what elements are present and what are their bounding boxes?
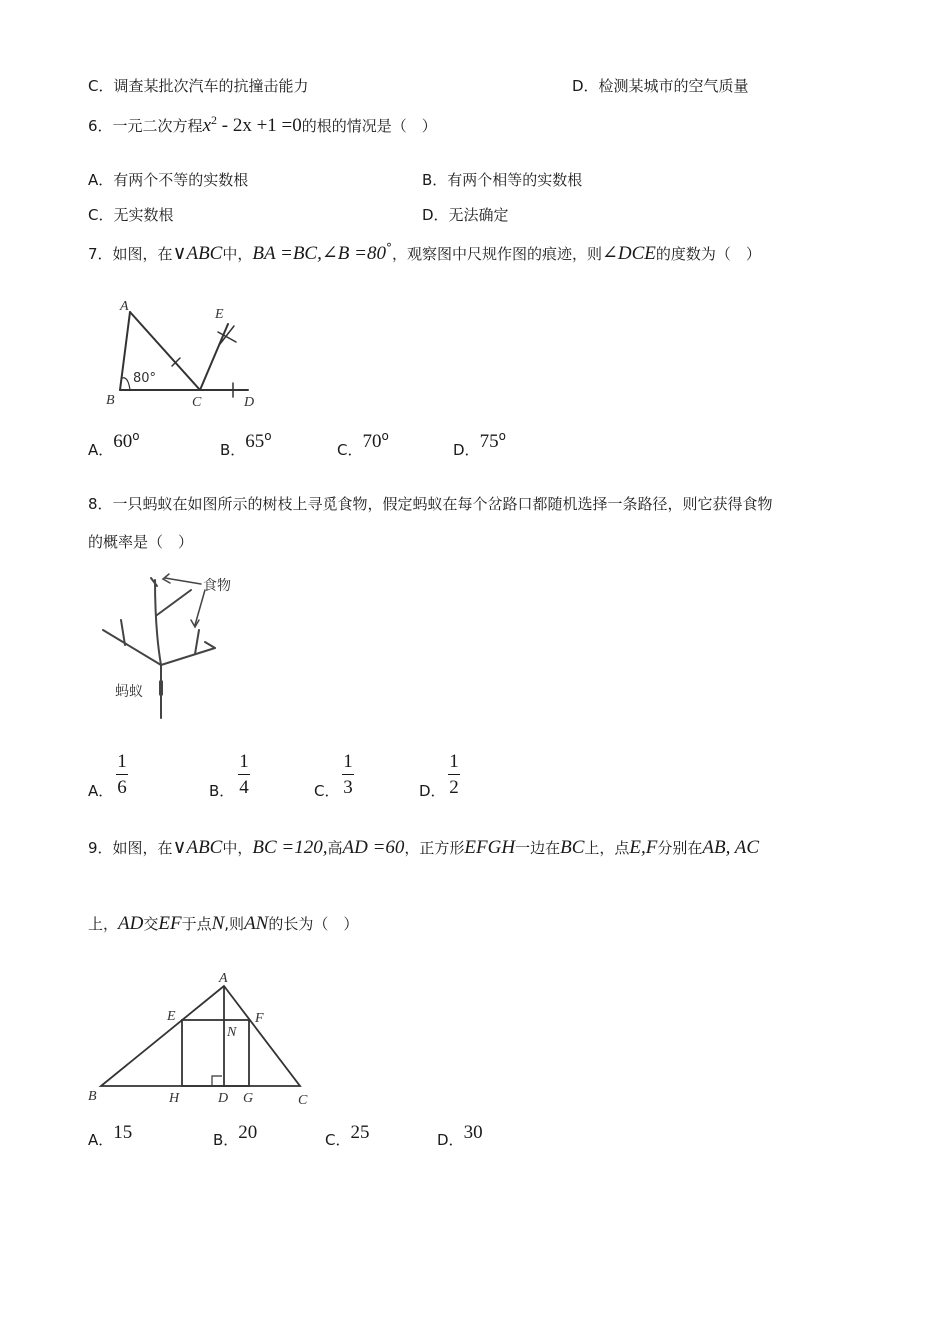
q8-branch-right	[161, 648, 215, 665]
q8-food-arrow-2	[195, 590, 205, 625]
q7-condition: BA =BC,∠B =80	[252, 243, 386, 264]
q9-option-c-label: C．	[325, 1131, 351, 1149]
q8-branch-top-tip	[151, 578, 157, 586]
q6-eq-rest: - 2x +1 =0	[217, 115, 302, 136]
q9-an: AN	[244, 913, 269, 934]
q7-option-d-value: 75	[479, 431, 499, 452]
q9-pre: 如图，在	[112, 839, 173, 857]
q9-triangle-abc	[101, 986, 300, 1086]
q9-ab-ac: AB, AC	[702, 837, 760, 858]
q7-degree: °	[385, 241, 392, 255]
q8-option-a-label: A．	[88, 782, 114, 800]
q8-option-a-bar	[116, 774, 128, 775]
q8-option-d-fraction	[448, 752, 460, 797]
q7-pre: 如图，在	[112, 245, 173, 263]
q9-label-e: E	[167, 1009, 176, 1024]
q9-condition-bc: BC =120,	[252, 837, 328, 858]
q6-stem	[88, 113, 437, 136]
q8-option-d-bar	[448, 774, 460, 775]
q9-triangle: ∨ABC	[172, 837, 223, 858]
q9-option-d	[437, 1122, 483, 1149]
q7-post: ，观察图中尺规作图的痕迹，则	[391, 245, 602, 263]
q7-label-c: C	[192, 395, 202, 410]
q7-number: 7．	[88, 245, 113, 263]
q7-label-e: E	[215, 307, 224, 322]
q9-option-b-label: B．	[213, 1131, 239, 1149]
q9-stem-line1	[88, 838, 759, 857]
q7-mid: 中，	[222, 245, 253, 263]
q9-ad: AD	[118, 913, 144, 934]
q7-triangle: ∨ABC	[172, 243, 223, 264]
q8-stem-line2: 的概率是（ ）	[88, 533, 194, 551]
q7-option-a-value: 60	[113, 431, 133, 452]
q8-branch-main	[155, 580, 161, 665]
q9-label-b: B	[88, 1089, 97, 1104]
q9-label-f: F	[255, 1011, 264, 1026]
q7-option-b	[220, 429, 272, 459]
q7-option-c-label: C．	[337, 441, 363, 459]
q8-option-c-fraction	[342, 752, 354, 797]
q7-option-b-label: B．	[220, 441, 246, 459]
q9-number: 9．	[88, 839, 113, 857]
q9-label-a: A	[219, 971, 228, 986]
q9-label-c: C	[298, 1093, 308, 1108]
q8-option-d-numerator: 1	[449, 751, 459, 772]
q9-option-c-value: 25	[350, 1122, 370, 1143]
q9-respectively: 分别在	[657, 839, 703, 857]
q9-at-point: 于点	[181, 915, 212, 933]
q9-square: EFGH	[464, 837, 516, 858]
q8-option-d-label: D．	[419, 782, 446, 800]
q7-stem	[88, 241, 761, 264]
q7-option-c-deg: o	[381, 429, 389, 443]
q9-condition-ad: AD =60	[342, 837, 405, 858]
q8-food-label: 食物	[203, 578, 231, 594]
q8-option-b-denominator: 4	[239, 777, 249, 798]
q9-option-c	[325, 1122, 370, 1149]
q7-option-d-deg: o	[498, 429, 506, 443]
q9-intersect: 交	[143, 915, 159, 933]
q6-stem-post: 的根的情况是（ ）	[301, 117, 437, 135]
q7-label-a: A	[120, 299, 129, 314]
q7-option-a-deg: o	[132, 429, 140, 443]
q8-option-c-label: C．	[314, 782, 340, 800]
q7-angle-label: 80°	[133, 371, 157, 386]
q7-option-c-value: 70	[362, 431, 382, 452]
q6-number: 6．	[88, 117, 113, 135]
q9-line2-pre: 上，	[88, 915, 119, 933]
q9-n: N	[211, 913, 225, 934]
q9-label-g: G	[243, 1091, 254, 1106]
q9-square-pre: ，正方形	[404, 839, 465, 857]
q6-eq-sup: 2	[211, 113, 217, 127]
q9-option-a	[88, 1122, 133, 1149]
q9-option-a-value: 15	[113, 1122, 133, 1143]
q8-branch-right-tip	[205, 642, 215, 648]
q9-option-d-value: 30	[463, 1122, 483, 1143]
q7-option-b-value: 65	[245, 431, 265, 452]
q9-side: 一边在	[515, 839, 561, 857]
q5-option-d: D．检测某城市的空气质量	[572, 77, 749, 95]
q8-tree-figure	[95, 570, 255, 725]
q8-option-b-fraction	[238, 752, 250, 797]
q8-branch-right-twig	[195, 630, 199, 654]
q5-option-c: C．调查某批次汽车的抗撞击能力	[88, 77, 309, 95]
q7-option-a	[88, 429, 140, 459]
q7-angle-arc	[122, 378, 130, 390]
q8-option-a-denominator: 6	[117, 777, 127, 798]
q8-option-c-denominator: 3	[343, 777, 353, 798]
q8-option-b-numerator: 1	[239, 751, 249, 772]
q9-high: 高	[327, 839, 343, 857]
q9-option-b-value: 20	[238, 1122, 258, 1143]
q9-ef: E,F	[629, 837, 658, 858]
q6-option-d: D．无法确定	[422, 206, 509, 224]
q9-label-n: N	[227, 1025, 237, 1040]
q6-option-a: A．有两个不等的实数根	[88, 171, 249, 189]
q9-option-a-label: A．	[88, 1131, 114, 1149]
q9-stem-line2	[88, 914, 358, 933]
q7-option-d	[453, 429, 506, 459]
q8-option-b-bar	[238, 774, 250, 775]
q7-option-a-label: A．	[88, 441, 114, 459]
q7-label-d: D	[244, 395, 255, 410]
q9-mid: 中，	[222, 839, 253, 857]
q9-label-d: D	[218, 1091, 229, 1106]
q7-tail: 的度数为（ ）	[655, 245, 761, 263]
q6-stem-pre: 一元二次方程	[112, 117, 203, 135]
q9-on: 上，点	[584, 839, 630, 857]
q7-segment-ce	[200, 324, 228, 390]
q9-option-d-label: D．	[437, 1131, 464, 1149]
q7-option-b-deg: o	[264, 429, 272, 443]
q9-label-h: H	[169, 1091, 180, 1106]
q8-option-b-label: B．	[209, 782, 235, 800]
q9-then: ,则	[224, 915, 245, 933]
q9-right-angle-mark	[212, 1076, 222, 1086]
q9-tail: 的长为（ ）	[268, 915, 359, 933]
q8-branch-left	[103, 630, 161, 665]
q8-option-c-bar	[342, 774, 354, 775]
q8-stem-line1: 8．一只蚂蚁在如图所示的树枝上寻觅食物，假定蚂蚁在每个岔路口都随机选择一条路径，则它获得食物	[88, 495, 773, 513]
q7-angle: ∠DCE	[601, 243, 656, 264]
q8-option-d-denominator: 2	[449, 777, 459, 798]
q9-ef-2: EF	[158, 913, 182, 934]
q6-option-c: C．无实数根	[88, 206, 174, 224]
q6-option-b: B．有两个相等的实数根	[422, 171, 583, 189]
q7-figure	[100, 290, 270, 415]
q6-eq-x: x	[202, 115, 211, 136]
q8-branch-upper-right	[157, 590, 191, 615]
q8-option-a-numerator: 1	[117, 751, 127, 772]
q9-figure	[85, 968, 320, 1110]
q9-bc: BC	[560, 837, 585, 858]
q8-option-c-numerator: 1	[343, 751, 353, 772]
q7-option-d-label: D．	[453, 441, 480, 459]
q7-option-c	[337, 429, 389, 459]
q8-option-a-fraction	[116, 752, 128, 797]
q8-ant-label: 蚂蚁	[115, 684, 143, 700]
q9-option-b	[213, 1122, 258, 1149]
q7-label-b: B	[106, 393, 115, 408]
